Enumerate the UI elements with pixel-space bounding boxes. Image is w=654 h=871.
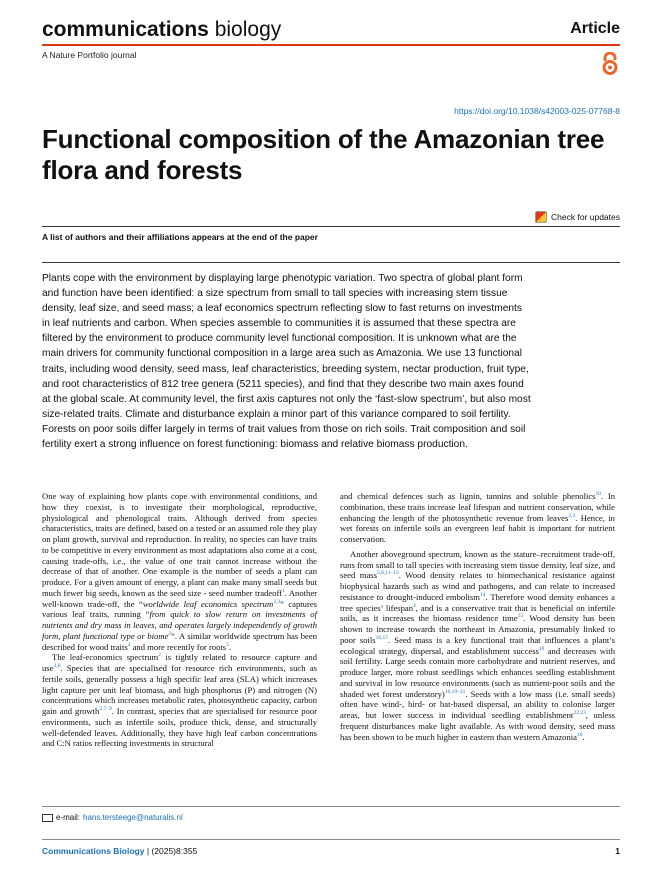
authors-note: A list of authors and their affiliations appears at the end of the paper (42, 232, 318, 242)
citation-link[interactable]: 22,23 (573, 710, 586, 717)
paragraph: and chemical defences such as lignin, tannins and soluble phenolics$^{10}$. In combination, these traits increase leaf lifespan and nutrient conservation, while enhancing the length of the photosynthetic revenue from leaves$^{2,3}$. Hence, in wet forests on infertile soils an evergreen leaf habit is important for nutrient conservation. (340, 491, 615, 544)
paragraph: One way of explaining how plants cope with environmental conditions, and how they coexist, is to investigate their morphological, reproductive, physiological and phenological traits. Although derived from species characteristics, traits are defined, based on a tested or an assumed role they play on plant growth, survival and reproduction. In reality, no species can have traits to be competitive in every environment as most adaptations also come at a cost, causing trade-offs, i.e., the value of one trait cannot increase without the decrease of that of another. One example is the number of seeds a plant can produce. For a given amount of energy, a plant can make many small seeds but much fewer big seeds, known as the seed size - seed number tradeoff$^1$. Another well-known trade-off, the “worldwide leaf economics spectrum$^{2,3}$” captures various leaf traits, running “from quick to slow return on investments of nutrients and dry mass in leaves, and operates largely independently of growth form, plant functional type or biome$^2$”. A similar worldwide spectrum has been described for wood traits$^4$ and more recently for roots$^5$. (42, 491, 318, 652)
crossmark-icon (535, 211, 547, 223)
page-footer (42, 846, 620, 856)
paragraph: Another aboveground spectrum, known as the stature–recruitment trade-off, runs from small to tall species with increasing stem tissue density, leaf size, and seed mass$^{5,6,11-13}$. Wood density relates to biomechanical resistance against biophysical hazards such as wind and pathogens, and can relate to increased resistance to drought-induced embolism$^{14}$. Therefore wood density enhances a tree species’ lifespan$^4$, and is a conservative trait that is beneficial on infertile soils, as it increases the biomass residence time$^{15}$. Wood density has been shown to increase towards the northeast in Amazonia, presumably linked to poor soils$^{16,17}$. Seed mass is a key functional trait that influences a plant’s ecological strategy, dispersal, and establishment success$^{18}$ and decreases with soil fertility. Large seeds contain more carbohydrate and nutrient reserves, and produce larger, more robust seedlings which enhances seedling establishment and survival in low resource environments (such as nutrient-poor soils and the shaded wet forest understory)$^{16,19-21}$. Seeds with a low mass (i.e. small seeds) often have wind-, bird- or bat-based dispersal, an ability to colonise larger areas, but lower success in individual seedling establishment$^{22,23}$, unless frequent disturbances make light available. As with wood density, seed mass has been shown to be much higher in eastern than western Amazonia$^{16}$. (340, 548, 616, 742)
article-type: Article (570, 20, 620, 37)
divider (42, 262, 620, 263)
open-access-icon[interactable] (600, 52, 620, 76)
citation-link[interactable]: 2 (168, 630, 172, 637)
citation-link[interactable]: 14 (479, 591, 486, 598)
citation-link[interactable]: 16 (576, 731, 583, 738)
citation-link[interactable]: 4 (413, 602, 416, 609)
citation-link[interactable]: 5 (226, 641, 229, 648)
email-line: e-mail: hans.tersteege@naturalis.nl (42, 813, 183, 822)
divider (42, 226, 620, 227)
citation-link[interactable]: 2,3 (273, 598, 281, 605)
portfolio-label: A Nature Portfolio journal (42, 50, 137, 60)
page-number: 1 (615, 846, 620, 856)
envelope-icon (42, 814, 53, 822)
citation-link[interactable]: 1 (282, 587, 285, 594)
body-column-left (42, 491, 317, 749)
citation-link[interactable]: 15 (517, 613, 524, 620)
article-title: Functional composition of the Amazonian tree flora and forests (42, 124, 605, 185)
abstract: Plants cope with the environment by displaying large phenotypic variation. Two spectra of global plant form and function have been identified: a size spectrum from small to tall species with increasing stem tissue density, leaf size, and seed mass; a leaf economics spectrum reflecting slow to fast returns on investments in leaf nutrients and carbon. When species assemble to communities it is assumed that these spectra are filtered by the environment to produce community level functional composition. It is unknown what are the main drivers for community functional composition in a large area such as Amazonia. We use 13 functional traits, including wood density, seed mass, leaf characteristics, breeding system, nectar production, fruit type, and root characteristics of 812 tree genera (5211 species), and find that they describe two main axes found at the global scale. At community level, the first axis captures not only the ‘fast-slow spectrum’, but also most size-related traits. Climate and disturbance explain a minor part of this variance compared to soil fertility. Forests on poor soils differ largely in terms of trait values from those on rich soils. Trait composition and soil fertility exert a strong influence on forest functioning: biomass and relative biomass production. (42, 273, 531, 451)
journal-name[interactable]: communications biology (42, 18, 282, 41)
email-link[interactable]: hans.tersteege@naturalis.nl (83, 813, 183, 822)
masthead (42, 18, 620, 46)
body-column-right (340, 491, 615, 742)
doi-link[interactable]: https://doi.org/10.1038/s42003-025-07768-8 (454, 106, 620, 116)
citation-link[interactable]: 16,17 (375, 634, 389, 641)
citation-link[interactable]: 4 (127, 641, 131, 648)
citation-link[interactable]: 16,19–21 (444, 688, 466, 695)
footer-citation: | (2025)8:355 (146, 846, 198, 856)
check-updates-button[interactable] (535, 211, 620, 223)
citation-link[interactable]: 2 (158, 652, 161, 659)
divider (42, 806, 620, 807)
paragraph: The leaf-economics spectrum$^2$ is tightly related to resource capture and use$^{3,6}$. Species that are specialised for resource rich environments, such as fertile soils, generally possess a high specific leaf area (SLA) which increases light capture per unit leaf biomass, and high phosphorus (P) and nitrogen (N) concentrations which increases metabolic rates, photosynthetic capacity, carbon gain and growth$^{2,7-9}$. In contrast, species that are specialised for resource poor environments, such as infertile soils, produce thick, dense, and structurally well-defended leaves. Additionally, they have high leaf carbon concentrations and C:N ratios reflecting investments in structural (42, 652, 317, 749)
citation-link[interactable]: 5,6,11–13 (376, 570, 399, 577)
citation-link[interactable]: 18 (538, 645, 545, 652)
citation-link[interactable]: 3,6 (53, 663, 61, 670)
footer-journal[interactable]: Communications Biology (42, 846, 145, 856)
citation-link[interactable]: 2,3 (568, 512, 576, 519)
divider (42, 839, 620, 840)
citation-link[interactable]: 10 (595, 491, 602, 498)
check-updates-label: Check for updates (551, 212, 620, 222)
citation-link[interactable]: 2,7–9 (99, 706, 112, 713)
header-rule (42, 44, 620, 46)
